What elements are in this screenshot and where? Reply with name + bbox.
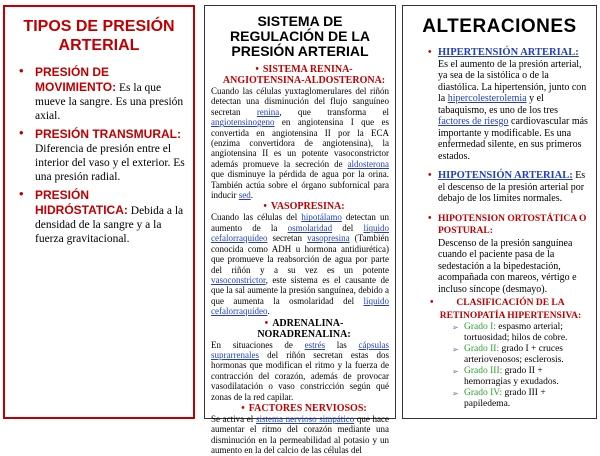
clasificacion-heading: CLASIFICACIÓN DE LA RETINOPATÍA HIPERTENSIVA: <box>439 298 582 321</box>
link-vasoconstrictor[interactable]: vasoconstrictor <box>211 274 266 285</box>
link-sistema-nervioso-simpatico[interactable]: sistema nervioso simpático <box>255 413 355 424</box>
factores-nerviosos-paragraph: Se activa el sistema nervioso simpático que hace aumentar el ritmo del corazón mediante una disminución en la permeabilidad al potasio y un aumento en la del calcio de las células del <box>211 413 390 456</box>
link-aldosterona[interactable]: aldosterona <box>347 158 389 169</box>
item-heading: PRESIÓN DE MOVIMIENTO: <box>35 65 117 94</box>
link-hipercolesterolemia[interactable]: hipercolesterolemia <box>447 93 527 104</box>
bullet-icon: • <box>241 402 245 414</box>
link-sed[interactable]: sed <box>238 190 251 201</box>
list-item: ➢ Grado IV: grado III + papiledema. <box>452 388 546 409</box>
clasificacion-item <box>408 297 591 322</box>
link-hipotalamo[interactable]: hipotálamo <box>301 212 342 223</box>
bullet-icon: • <box>264 317 269 329</box>
list-item <box>13 127 185 184</box>
panel3-title: ALTERACIONES <box>422 16 577 37</box>
panel1-title: TIPOS DE PRESIÓN ARTERIAL <box>23 18 175 54</box>
ortostatica-item <box>408 213 591 238</box>
arrow-bullet-icon: ➢ <box>452 367 459 376</box>
list-item <box>13 188 185 246</box>
renina-heading: • SISTEMA RENINA-ANGIOTENSINA-ALDOSTERONA: <box>222 64 386 86</box>
item-text: Debida a la densidad de la sangre y a la fuerza gravitacional. <box>35 205 184 245</box>
item-heading: PRESIÓN HIDRÓSTATICA: <box>35 188 128 217</box>
bullet-icon: • <box>19 63 24 78</box>
bullet-icon: • <box>428 170 432 181</box>
ortostatica-heading: HIPOTENSION ORTOSTÁTICA O POSTURAL: <box>438 213 587 236</box>
link-factores-de-riesgo[interactable]: factores de riesgo <box>438 116 509 127</box>
ortostatica-text: Descenso de la presión sanguínea cuando el paciente pasa de la sedestación a la bipedestación, acompañada con mareos, vértigo e incluso síncope (desmayo). <box>438 237 577 295</box>
panel-alteraciones <box>402 5 597 419</box>
arrow-bullet-icon: ➢ <box>452 389 459 398</box>
bullet-icon: • <box>19 125 24 140</box>
list-item <box>13 65 185 123</box>
adrenalina-paragraph: En situaciones de estrés las cápsulas suprarrenales del riñón secretan estas dos hormonas que modifican el ritmo y la fuerza de contracción del corazón, además de provocar vasodilatación o vaso constricción según qué zonas de la red capilar. <box>211 339 389 402</box>
link-liquido-cefalorraquideo-2[interactable]: líquido cefalorraquídeo <box>211 295 389 317</box>
bullet-icon: • <box>263 201 267 213</box>
item-text: Diferencia de presión entre el interior del vaso y el exterior. Es una presión radial. <box>35 143 185 183</box>
panel-tipos-presion <box>3 5 195 419</box>
factores-nerviosos-heading: • FACTORES NERVIOSOS: <box>241 402 367 414</box>
link-vasopresina[interactable]: vasopresina <box>307 233 350 244</box>
bullet-icon: • <box>428 47 432 58</box>
list-item: ➢ Grado I: espasmo arterial; tortuosidad; hilos de cobre. <box>452 322 568 343</box>
link-liquido-cefalorraquideo[interactable]: líquido cefalorraquídeo <box>211 222 390 244</box>
link-hipotension[interactable]: HIPOTENSIÓN ARTERIAL: <box>438 170 573 181</box>
arrow-bullet-icon: ➢ <box>452 345 459 354</box>
tipos-list <box>13 65 185 246</box>
bullet-icon: • <box>428 212 432 224</box>
arrow-bullet-icon: ➢ <box>452 323 459 332</box>
list-item: ➢ Grado II: grado I + cruces arteriovenosos; esclerosis. <box>452 344 564 365</box>
list-item: ➢ Grado III: grado II + hemorragias y exudados. <box>452 366 559 387</box>
vasopresina-heading: • VASOPRESINA: <box>263 201 345 213</box>
hipertension-item: • HIPERTENSIÓN ARTERIAL: Es el aumento de la presión arterial, ya sea de la sistólica o de la diastólica. La hipertensión, junto con la hipercolesterolemia y el tabaquismo, es uno de los tres factores de riesgo cardiovascular más importante y modificable. Es una enfermedad silente, en sus primeros estados. <box>428 47 588 162</box>
renina-paragraph: Cuando las células yuxtaglomerulares del riñón detectan una disminución del flujo sanguíneo secretan renina, que transforma el angiotensinogeno en angiotensina I que es convertida en angiotensina II por la ECA (enzima convertidora de angiotensina), la angiotensina II es un potente vasoconstrictor además promueve la secreción de aldosterona que disminuye la pérdida de agua por la orina. También actúa sobre el órgano subfornical para inducir sed. <box>211 86 389 201</box>
adrenalina-heading: • ADRENALINA-NORADRENALINA: <box>257 317 351 340</box>
vasopresina-paragraph: Cuando las células del hipotálamo detectan un aumento de la osmolaridad del líquido cefalorraquídeo secretan vasopresina (También conocida como ADH u hormona antidiurética) que promueve la reabsorción de agua por parte del riñón y a su vez es un potente vasoconstrictor, este sistema es el causante de que la sal aumente la presión sanguínea, debido a que aumenta la osmolaridad del líquido cefalorraquídeo. <box>211 212 390 317</box>
item-text: Es la que mueve la sangre. Es una presión axial. <box>35 82 184 122</box>
link-hipertension[interactable]: HIPERTENSIÓN ARTERIAL: <box>438 47 579 58</box>
panel-sistema-regulacion <box>204 5 396 456</box>
link-estres[interactable]: estrés <box>304 339 326 350</box>
bullet-icon: • <box>19 186 24 201</box>
link-angiotensinogeno[interactable]: angiotensinogeno <box>211 117 275 128</box>
link-renina[interactable]: renina <box>256 106 280 117</box>
link-capsulas-suprarrenales[interactable]: cápsulas suprarrenales <box>211 339 389 360</box>
bullet-icon: • <box>255 64 259 75</box>
panel2-title: SISTEMA DE REGULACIÓN DE LA PRESIÓN ARTERIAL <box>230 13 370 59</box>
hipotension-item: • HIPOTENSIÓN ARTERIAL: Es el descenso de la presión arterial por debajo de los límites normales. <box>428 170 586 204</box>
item-heading: PRESIÓN TRANSMURAL: <box>35 127 181 141</box>
bullet-icon: • <box>430 297 434 308</box>
link-osmolaridad[interactable]: osmolaridad <box>287 222 333 233</box>
